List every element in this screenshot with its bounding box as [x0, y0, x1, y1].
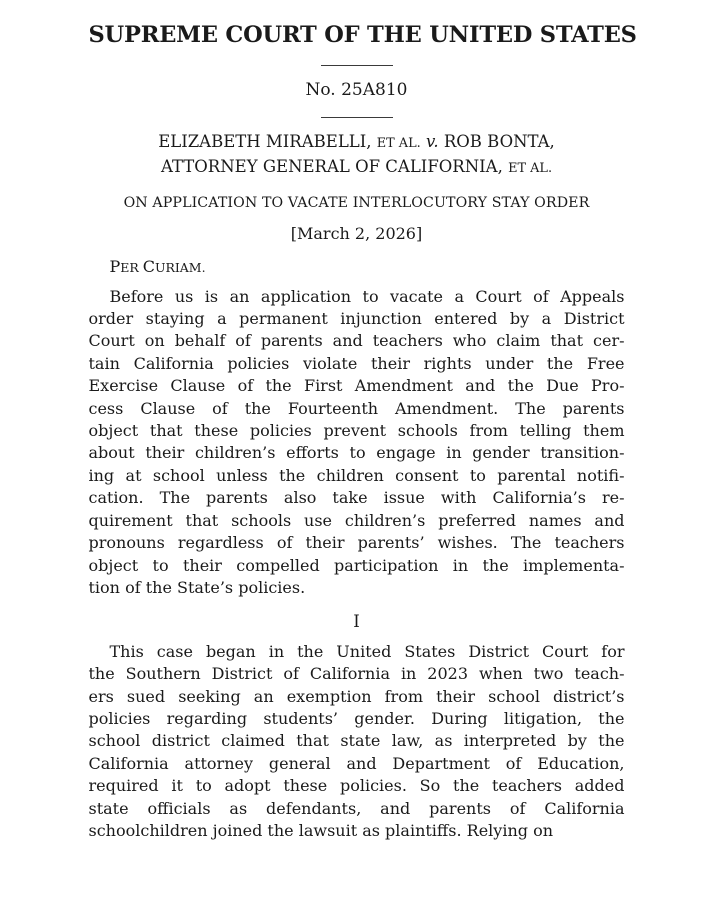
text-line: object that these policies prevent schools from telling them [88, 421, 625, 441]
text-line: object to their compelled participation in the implementa- [88, 555, 625, 575]
court-title: SUPREME COURT OF THE UNITED STATES [88, 22, 637, 48]
text-segment: C [142, 257, 155, 277]
text-line: Before us is an application to vacate a Court of Appeals [109, 286, 625, 306]
divider-rule-bottom [321, 117, 393, 118]
text-line: ers sued seeking an exemption from their school district’s [88, 686, 625, 706]
text-line: schoolchildren joined the lawsuit as plaintiffs. Relying on [88, 820, 554, 840]
text-line: ing at school unless the children consent to parental notifi- [88, 465, 625, 485]
text-segment: ELIZABETH MIRABELLI, [158, 132, 377, 152]
decision-date: [March 2, 2026] [290, 224, 423, 244]
divider-rule-top [321, 65, 393, 66]
text-segment: ET AL. [508, 161, 553, 177]
text-line: tion of the State’s policies. [88, 577, 306, 597]
text-line: Exercise Clause of the First Amendment and the Due Pro- [88, 376, 625, 396]
case-caption-line-2 [89, 155, 625, 180]
text-line: tain California policies violate their rights under the Free [88, 353, 625, 373]
application-subtitle: ON APPLICATION TO VACATE INTERLOCUTORY STAY ORDER [123, 195, 590, 212]
text-line: cation. The parents also take issue with California’s re- [88, 488, 625, 508]
text-line: California attorney general and Department of Education, [88, 753, 625, 773]
text-line: about their children’s efforts to engage in gender transition- [88, 443, 625, 463]
text-line: state officials as defendants, and parents of California [88, 798, 625, 818]
per-curiam-heading [89, 256, 625, 279]
opinion-paragraph-2 [89, 641, 625, 843]
text-line: This case began in the United States District Court for [109, 641, 625, 661]
opinion-paragraph-1 [89, 286, 625, 600]
text-segment: v. [425, 132, 439, 152]
text-segment: P [109, 257, 121, 277]
document-page [88, 0, 637, 842]
text-line: required it to adopt these policies. So the teachers added [88, 776, 625, 796]
text-segment: ET AL. [376, 136, 421, 152]
text-line: quirement that schools use children’s preferred names and [88, 510, 625, 530]
text-line: school district claimed that state law, as interpreted by the [88, 731, 625, 751]
text-line: cess Clause of the Fourteenth Amendment. The parents [88, 398, 625, 418]
opinion-body [89, 256, 625, 842]
docket-number: No. 25A810 [305, 80, 408, 101]
text-segment: ER [120, 260, 143, 276]
text-line: pronouns regardless of their parents’ wishes. The teachers [88, 533, 625, 553]
text-line: policies regarding students’ gender. During litigation, the [88, 708, 625, 728]
text-segment: ATTORNEY GENERAL OF CALIFORNIA, [160, 157, 509, 177]
text-line: order staying a permanent injunction entered by a District [88, 309, 625, 329]
text-line: Court on behalf of parents and teachers who claim that cer- [88, 331, 625, 351]
text-segment: URIAM. [154, 260, 206, 276]
case-caption [89, 130, 625, 180]
section-heading-roman-one: I [353, 612, 360, 632]
text-segment: ROB BONTA, [438, 132, 555, 152]
case-caption-line-1 [89, 130, 625, 155]
text-line: the Southern District of California in 2023 when two teach- [88, 664, 625, 684]
